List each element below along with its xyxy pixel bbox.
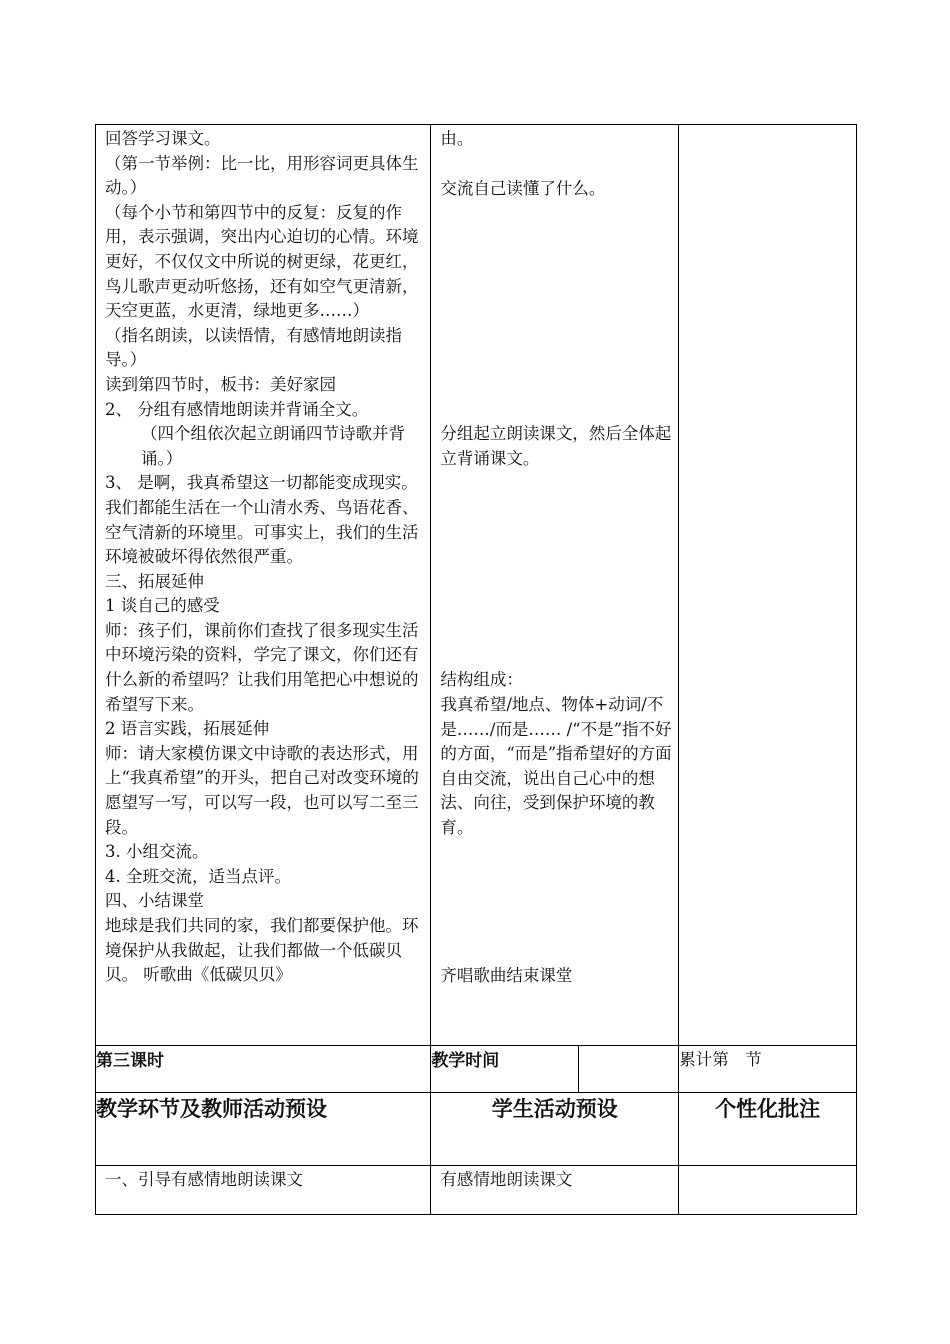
section-heading: 四、小结课堂 (105, 891, 204, 911)
text-line: 由。 (440, 129, 474, 148)
text-line: 地球是我们共同的家，我们都要保护他。环境保护从我做起，让我们都做一个低碳贝贝。 听歌曲《低碳贝贝》 (105, 916, 419, 985)
text-line: 2 语言实践，拓展延伸 (105, 719, 270, 739)
section-heading: 三、拓展延伸 (105, 571, 204, 591)
student-activity-cell (431, 125, 679, 1046)
text-line: 3. 小组交流。 (105, 842, 209, 862)
text-line: 2、 分组有感情地朗读并背诵全文。 (105, 399, 369, 419)
text-line: 交流自己读懂了什么。 (440, 178, 606, 198)
notes-cell (679, 125, 857, 1046)
teaching-time-label: 教学时间 (431, 1046, 579, 1093)
text-line: （每个小节和第四节中的反复：反复的作用，表示强调，突出内心迫切的心情。环境更好，不仅仅文中所说的树更绿，花更红，鸟儿歌声更动听悠扬，还有如空气更清新，天空更蓝，水更清，绿地更多……） (105, 202, 419, 321)
student-activity-header: 学生活动预设 (431, 1093, 679, 1166)
teacher-activity-header: 教学环节及教师活动预设 (96, 1093, 431, 1166)
text-line: 读到第四节时，板书：美好家园 (105, 374, 336, 394)
text-line: 师：孩子们，课前你们查找了很多现实生活中环境污染的资料，学完了课文，你们还有什么新的希望吗？让我们用笔把心中想说的希望写下来。 (105, 620, 419, 714)
notes-header: 个性化批注 (679, 1093, 857, 1166)
teacher-step-cell (96, 1166, 431, 1215)
notes-step-cell (679, 1166, 857, 1215)
lesson-plan-table (95, 124, 857, 1215)
text-line: 回答学习课文。 (105, 129, 221, 148)
student-step-text: 有感情地朗读课文 (440, 1170, 573, 1189)
text-line: （第一节举例：比一比，用形容词更具体生动。） (105, 153, 419, 198)
content-row (96, 125, 857, 1046)
column-header-row (96, 1093, 857, 1166)
text-line: 4. 全班交流，适当点评。 (105, 866, 291, 886)
text-line: 师：请大家模仿课文中诗歌的表达形式，用上“我真希望”的开头，把自己对改变环境的愿望写一写，可以写一段，也可以写二至三段。 (105, 743, 419, 837)
text-line: 我真希望/地点、物体+动词/不是……/而是…… /“不是”指不好的方面，“而是”指希望好的方面 (440, 694, 672, 764)
teacher-step-text: 一、引导有感情地朗读课文 (105, 1170, 303, 1189)
text-line: 3、 是啊，我真希望这一切都能变成现实。我们都能生活在一个山清水秀、鸟语花香、空气清新的环境里。可事实上，我们的生活环境被破坏得依然很严重。 (105, 473, 419, 567)
text-line: 结构组成： (440, 670, 523, 690)
text-line: （指名朗读，以读悟情，有感情地朗读指导。） (105, 325, 402, 370)
cumulative-lesson-count: 累计第 节 (679, 1046, 857, 1093)
text-line: 1 谈自己的感受 (105, 596, 220, 616)
text-line: 齐唱歌曲结束课堂 (440, 965, 573, 985)
teaching-time-value (578, 1046, 678, 1093)
text-line: 分组起立朗读课文，然后全体起立背诵课文。 (440, 424, 672, 468)
teacher-activity-cell (96, 125, 431, 1046)
first-step-row (96, 1166, 857, 1215)
student-step-cell (431, 1166, 679, 1215)
lesson-header-row (96, 1046, 857, 1093)
lesson-title: 第三课时 (96, 1046, 431, 1093)
text-line: （四个组依次起立朗诵四节诗歌并背诵。） (141, 424, 405, 468)
text-line: 自由交流，说出自己心中的想法、向往，受到保护环境的教育。 (440, 768, 655, 837)
